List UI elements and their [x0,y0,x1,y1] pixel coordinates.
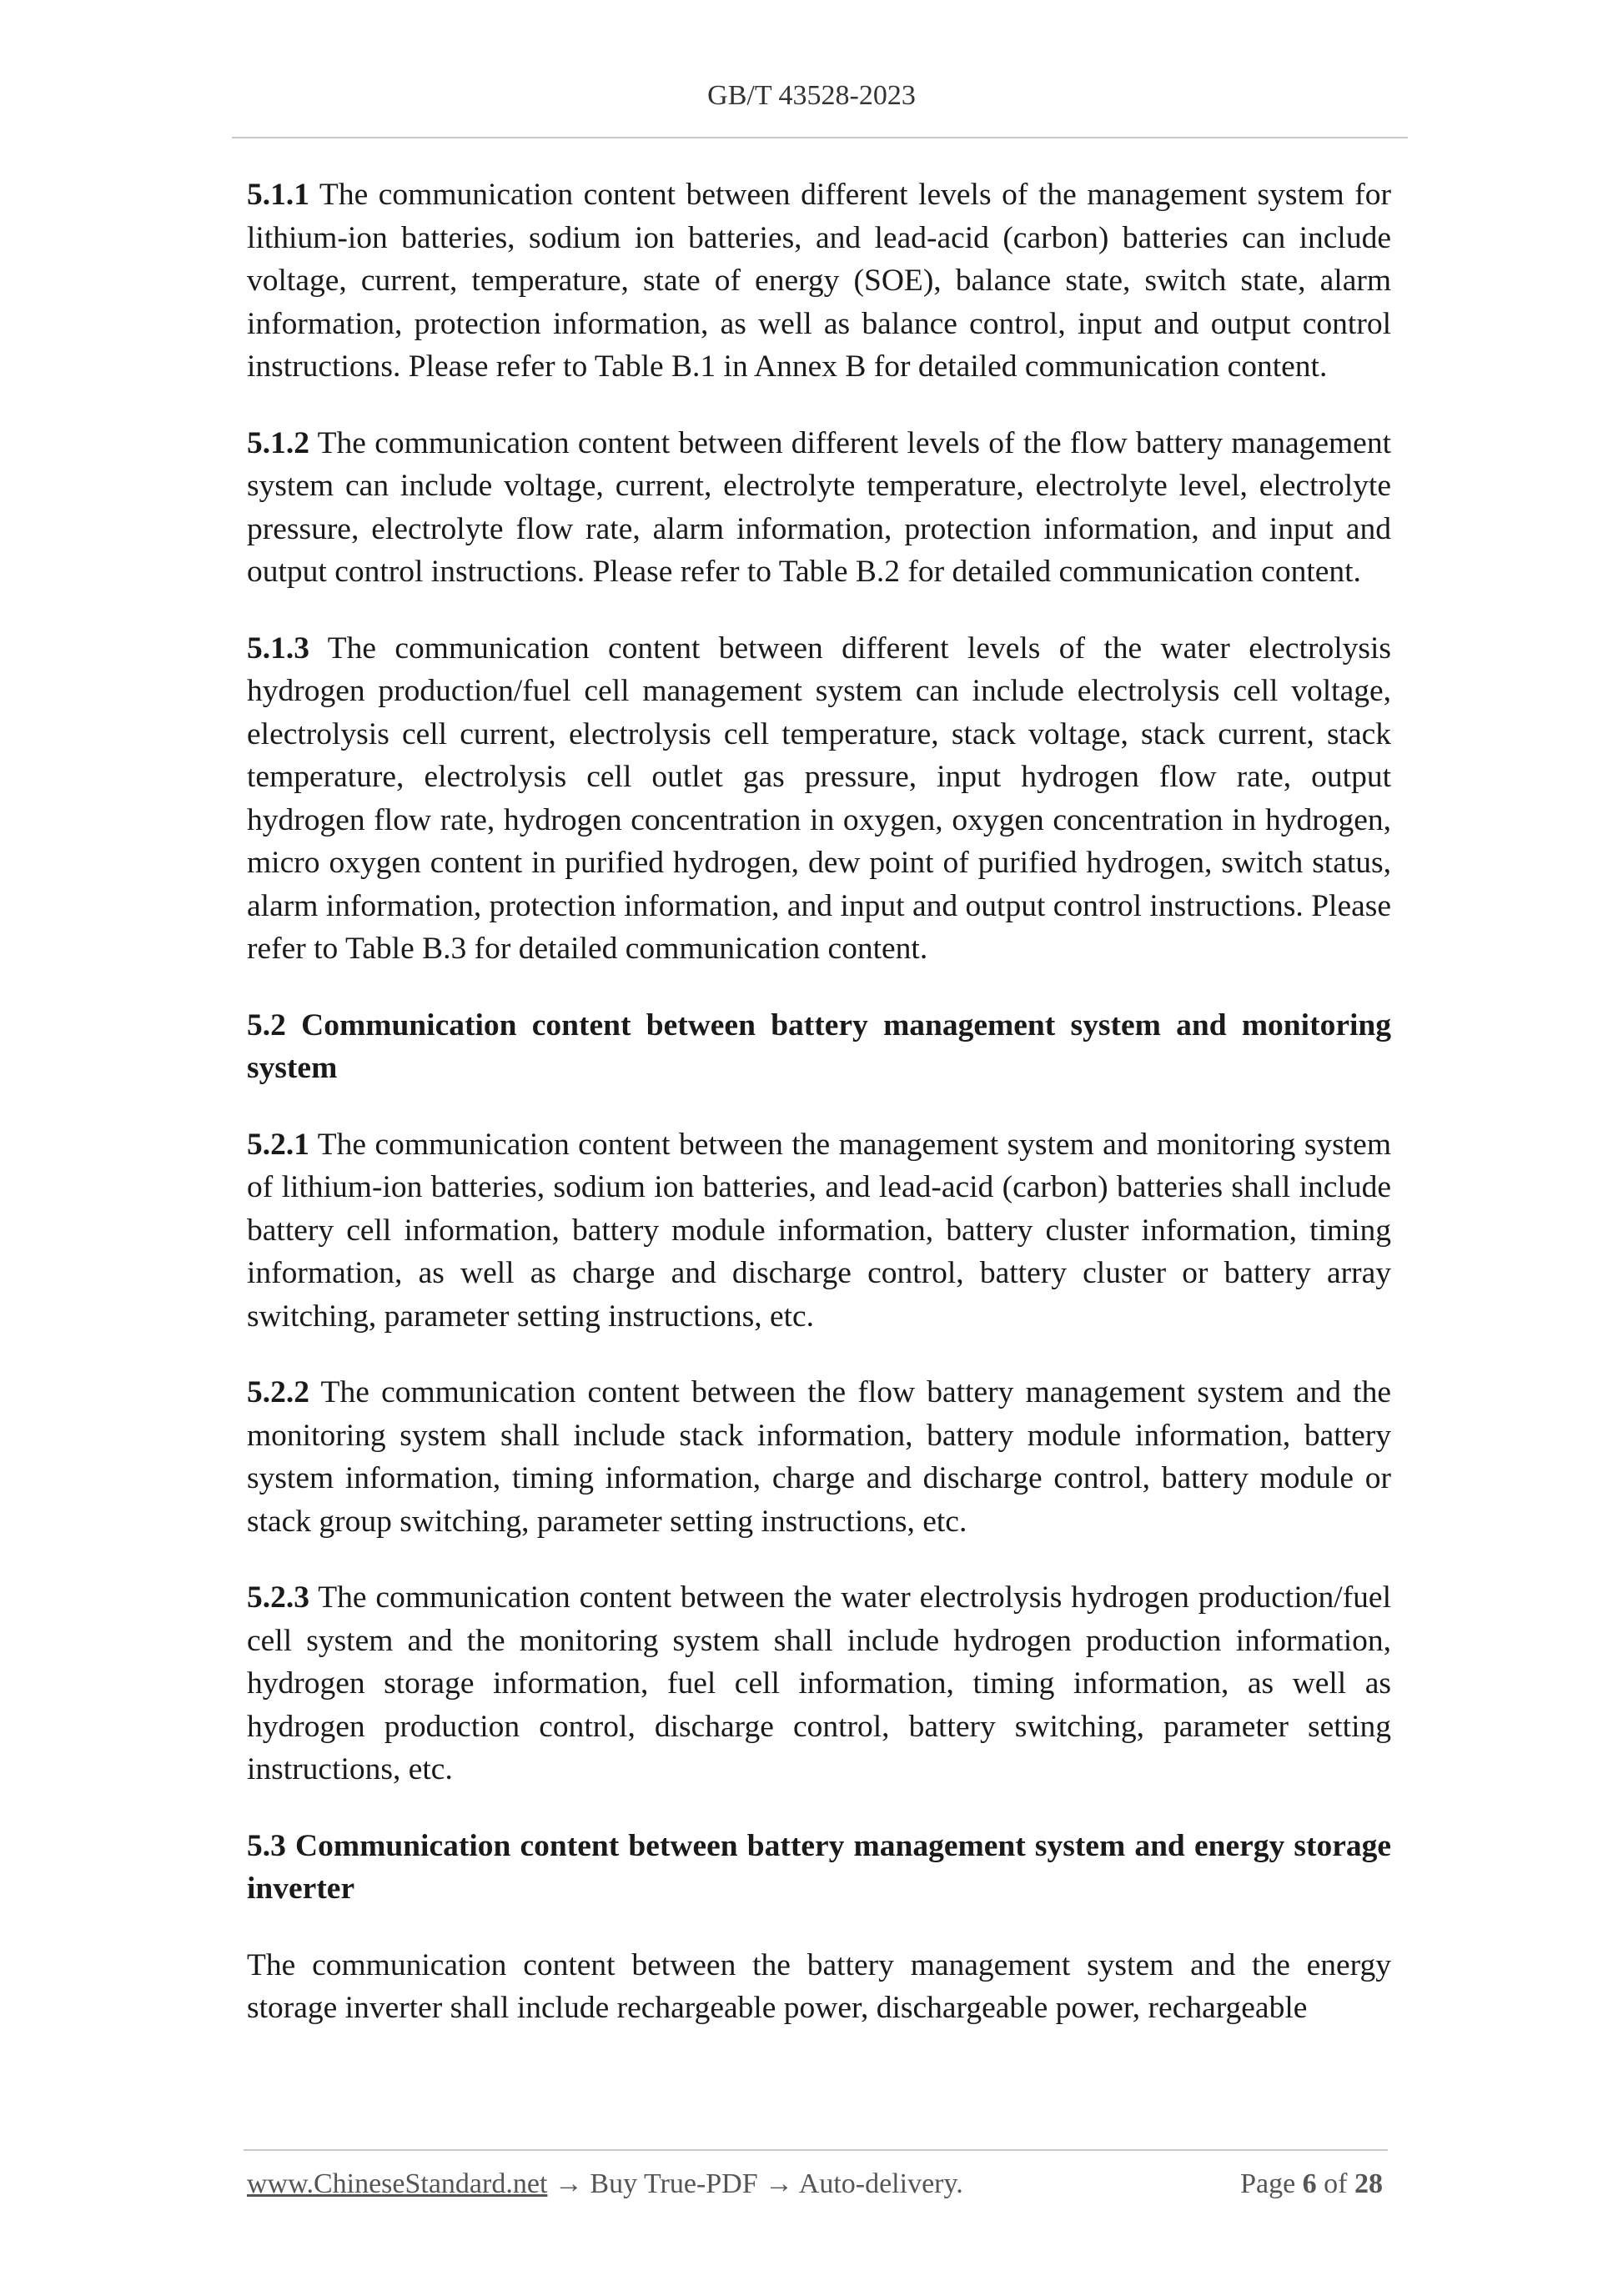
clause-number: 5.2.1 [247,1127,309,1162]
section-5-3-paragraph: The communication content between the battery management system and the energy storage inverter shall include rechargeable power, dischargeable power, rechargeable [247,1947,1391,2025]
clause-text: The communication content between the flow battery management system and the monitoring system shall include stack information, battery module information, battery system information, timing information, charge and discharge control, battery module or stack group switching, parameter setting instructions, etc. [247,1375,1391,1539]
clause-5-1-1 [247,173,1391,389]
auto-delivery-text: Auto-delivery. [798,2168,963,2199]
clause-number: 5.1.3 [247,631,309,666]
clause-text: The communication content between different levels of the water electrolysis hydrogen production/fuel cell management system can include electrolysis cell voltage, electrolysis cell current, electrolysis cell temperature, stack voltage, stack current, stack temperature, electrolysis cell outlet gas pressure, input hydrogen flow rate, output hydrogen flow rate, hydrogen concentration in oxygen, oxygen concentration in hydrogen, micro oxygen content in purified hydrogen, dew point of purified hydrogen, switch status, alarm information, protection information, and input and output control instructions. Please refer to Table B.3 for detailed communication content. [247,631,1391,966]
header-divider [232,137,1408,138]
clause-5-2-3 [247,1576,1391,1791]
clause-5-1-3 [247,627,1391,971]
page-current: 6 [1302,2168,1317,2199]
clause-number: 5.1.2 [247,425,309,460]
clause-text: The communication content between different levels of the flow battery management system can include voltage, current, electrolyte temperature, electrolyte level, electrolyte pressure, electrolyte flow rate, alarm information, protection information, and input and output control instructions. Please refer to Table B.2 for detailed communication content. [247,425,1391,589]
site-link[interactable]: www.ChineseStandard.net [247,2168,548,2199]
arrow-right-icon: → [765,2168,794,2199]
buy-true-pdf-text: Buy True-PDF [590,2168,758,2199]
section-heading-5-2: 5.2 Communication content between battery management system and monitoring system [247,1007,1391,1085]
document-body [247,173,1391,2063]
document-header-title: GB/T 43528-2023 [707,80,916,111]
section-heading-5-3: 5.3 Communication content between battery management system and energy storage inverter [247,1828,1391,1906]
clause-number: 5.2.2 [247,1375,309,1409]
page-label: Page [1240,2168,1296,2199]
clause-5-2-2 [247,1371,1391,1543]
page-number [1240,2168,1383,2200]
arrow-right-icon: → [554,2168,583,2199]
page-total: 28 [1354,2168,1383,2199]
clause-number: 5.1.1 [247,178,309,212]
footer-divider [244,2149,1388,2151]
page-footer [247,2168,1383,2200]
clause-text: The communication content between different levels of the management system for lithium-ion batteries, sodium ion batteries, and lead-acid (carbon) batteries can include voltage, current, temperature, state of energy (SOE), balance state, switch state, alarm information, protection information, as well as balance control, input and output control instructions. Please refer to Table B.1 in Annex B for detailed communication content. [247,178,1391,384]
clause-text: The communication content between the water electrolysis hydrogen production/fuel cell system and the monitoring system shall include hydrogen production information, hydrogen storage information, fuel cell information, timing information, as well as hydrogen production control, discharge control, battery switching, parameter setting instructions, etc. [247,1580,1391,1786]
footer-promo [247,2168,963,2200]
clause-5-1-2 [247,422,1391,594]
clause-text: The communication content between the management system and monitoring system of lithium-ion batteries, sodium ion batteries, and lead-acid (carbon) batteries shall include battery cell information, battery module information, battery cluster information, timing information, as well as charge and discharge control, battery cluster or battery array switching, parameter setting instructions, etc. [247,1127,1391,1334]
page-of: of [1324,2168,1348,2199]
clause-5-2-1 [247,1123,1391,1339]
clause-number: 5.2.3 [247,1580,309,1615]
